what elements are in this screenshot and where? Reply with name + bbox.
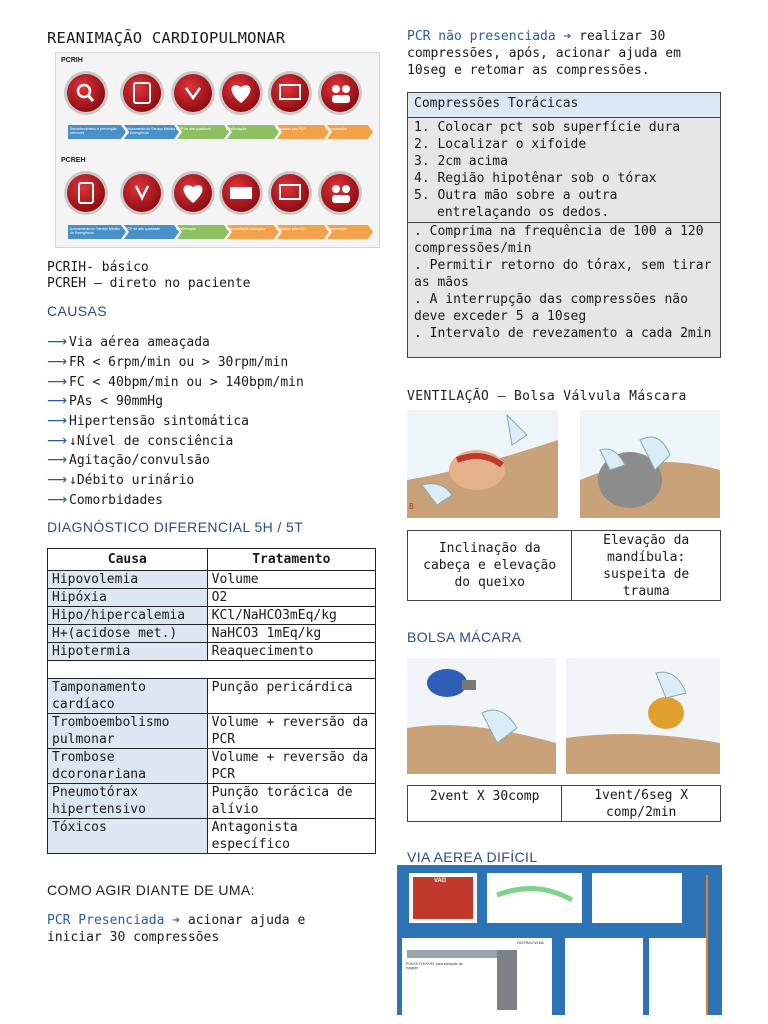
table-row: Tromboembolismo pulmonar Volume + reversão da PCR — [48, 714, 376, 749]
difficult-airway-equipment-image — [397, 865, 722, 1015]
table-row: H+(acidose met.) NaHCO3 1mEq/kg — [48, 625, 376, 643]
table-row: Tamponamento cardíaco Punção pericárdica — [48, 679, 376, 714]
via-aerea-heading: VIA AEREA DIFÍCIL — [407, 849, 538, 865]
compressoes-notes — [407, 222, 721, 358]
row2-step: RCP de alta qualidade — [125, 227, 160, 231]
row1-label: PCRIH — [61, 57, 83, 64]
col-header-tratamento: Tratamento — [207, 549, 375, 571]
list-item: . Permitir retorno do tórax, sem tirar as mãos — [414, 258, 712, 290]
arrow-right-icon: ⟶ — [47, 472, 68, 489]
como-agir-heading: COMO AGIR DIANTE DE UMA: — [47, 882, 255, 898]
caption-right: 1vent/6seg X comp/2min — [562, 786, 721, 822]
pcr-nao-presenciada-label: PCR não presenciada — [407, 29, 556, 44]
diagnostico-heading: DIAGNÓSTICO DIFERENCIAL 5H / 5T — [47, 519, 304, 535]
page-title: REANIMAÇÃO CARDIOPULMONAR — [47, 29, 286, 47]
bag-mask-illustration-1 — [407, 658, 556, 774]
list-item: ⟶ FR < 6rpm/min ou > 30rpm/min — [47, 354, 289, 371]
table-row: Hipotermia Reaquecimento — [48, 643, 376, 661]
table-row: Trombose dcoronariana Volume + reversão da PCR — [48, 749, 376, 784]
row2-step: Recuperação — [326, 227, 347, 231]
compressoes-steps — [407, 117, 721, 223]
table-row: Hipovolemia Volume — [48, 571, 376, 589]
bolsa-heading: BOLSA MÁCARA — [407, 629, 522, 645]
arrow-right-icon: ➔ — [172, 913, 181, 928]
list-item: 4. Região hipotênar sob o tórax — [414, 171, 657, 186]
arrow-right-icon: ⟶ — [47, 373, 68, 390]
list-item: 1. Colocar pct sob superfície dura — [414, 120, 681, 135]
figure-label: B — [409, 502, 414, 511]
list-item: ⟶ Comorbidades — [47, 491, 163, 508]
caption-left: Inclinação da cabeça e elevação do queixo — [408, 531, 572, 601]
diagnostico-table — [47, 548, 376, 854]
table-row: Tóxicos Antagonista específico — [48, 819, 376, 854]
table-row: Hipóxia O2 — [48, 589, 376, 607]
list-item: ⟶ Hipertensão sintomática — [47, 413, 250, 430]
chain-of-survival-infographic — [55, 52, 380, 248]
bag-mask-illustration-2 — [566, 658, 720, 774]
row1-step: RCP de alta qualidade — [176, 127, 211, 131]
row2-step: Desfibrilação — [176, 227, 197, 231]
list-item: . Comprima na frequência de 100 a 120 compressões/min — [414, 224, 704, 256]
row2-step: Acionamento do Serviço Médico de Emergência — [70, 227, 121, 235]
list-item: ⟶ ↓Nível de consciência — [47, 432, 234, 449]
row1-steps — [70, 127, 370, 135]
row2-step: Cuidados pós-PCR — [276, 227, 306, 231]
list-item: ⟶ ↓Débito urinário — [47, 472, 195, 489]
bolsa-captions — [407, 785, 721, 822]
arrow-right-icon: ⟶ — [47, 393, 68, 410]
list-item: . A interrupção das compressões não deve exceder 5 a 10seg — [414, 292, 688, 324]
causas-heading: CAUSAS — [47, 303, 107, 319]
table-spacer-row — [48, 661, 376, 679]
causas-list — [47, 333, 304, 510]
tube-label: FASTRACH/LMA — [517, 941, 544, 945]
pcr-presenciada-paragraph — [47, 912, 347, 946]
list-item: entrelaçando os dedos. — [437, 205, 610, 220]
arrow-right-icon: ⟶ — [47, 432, 68, 449]
compressoes-header: Compressões Torácicas — [407, 92, 721, 118]
arrow-right-icon: ⟶ — [47, 413, 68, 430]
list-item: ⟶ FC < 40bpm/min ou > 140bpm/min — [47, 373, 304, 390]
ventilacao-heading: VENTILAÇÃO – Bolsa Válvula Máscara — [407, 389, 687, 404]
pcr-presenciada-text: acionar ajuda e iniciar 30 compressões — [47, 913, 306, 945]
ventilation-head-tilt-illustration — [407, 410, 558, 518]
row2-steps — [70, 227, 370, 235]
arrow-right-icon: ⟶ — [47, 491, 68, 508]
row2-step: Ressuscitação avançada — [226, 227, 265, 231]
ventilacao-captions — [407, 530, 721, 601]
table-row: Hipo/hipercalemia KCl/NaHCO3mEq/kg — [48, 607, 376, 625]
arrow-right-icon: ➔ — [563, 29, 572, 44]
pcr-presenciada-label: PCR Presenciada — [47, 913, 165, 928]
pcr-nao-presenciada-text: realizar 30 compressões, após, acionar ajuda em 10seg e retomar as compressões. — [407, 29, 681, 78]
list-item: ⟶ Agitação/convulsão — [47, 452, 210, 469]
arrow-right-icon: ⟶ — [47, 334, 68, 351]
pcr-nao-presenciada-paragraph — [407, 28, 727, 79]
table-row: Pneumotórax hipertensivo Punção torácica de alívio — [48, 784, 376, 819]
list-item: ⟶ Via aérea ameaçada — [47, 334, 210, 351]
row1-step: Recuperação — [326, 127, 347, 131]
list-item: 2. Localizar o xifoide — [414, 137, 587, 152]
list-item: ⟶ PAs < 90mmHg — [47, 393, 163, 410]
list-item: 3. 2cm acima — [414, 154, 508, 169]
col-header-causa: Causa — [48, 549, 208, 571]
arrow-right-icon: ⟶ — [47, 452, 68, 469]
row1-step: Acionamento do Serviço Médico de Emergência — [125, 127, 176, 135]
vad-kit-label: VAD — [434, 878, 447, 884]
blade-label: PONTA FLEXÍVEL para elevação da epiglote — [406, 962, 463, 970]
caption-right: Elevação da mandíbula: suspeita de trauma — [572, 531, 721, 601]
table-header-row — [48, 549, 376, 571]
row1-step: Cuidados pós-PCR — [276, 127, 306, 131]
list-item: 5. Outra mão sobre a outra — [414, 188, 618, 203]
list-item: . Intervalo de revezamento a cada 2min — [414, 326, 712, 341]
caption-left: 2vent X 30comp — [408, 786, 562, 822]
row1-step: Reconhecimento e prevenção precoces — [70, 127, 117, 135]
row2-label: PCREH — [61, 157, 86, 164]
legend-pcrih: PCRIH- básico — [47, 260, 149, 275]
arrow-right-icon: ⟶ — [47, 354, 68, 371]
ventilation-jaw-thrust-illustration — [580, 410, 720, 518]
row1-step: Desfibrilação — [226, 127, 247, 131]
legend-pcreh: PCREH – direto no paciente — [47, 276, 251, 291]
